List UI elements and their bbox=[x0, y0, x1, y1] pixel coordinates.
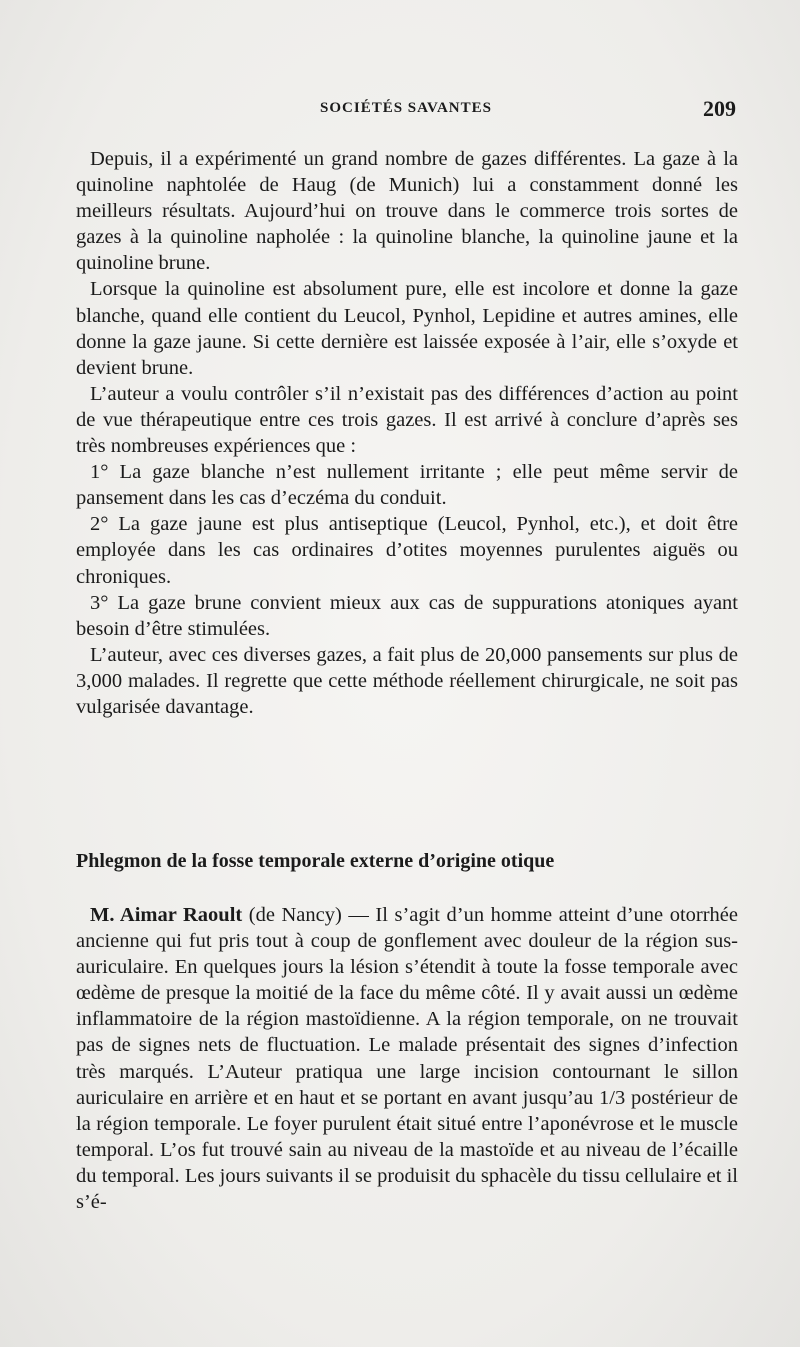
paragraph bbox=[76, 902, 738, 1215]
paragraph: 1° La gaze blanche n’est nullement irritante ; elle peut même servir de pansement dans les cas d’eczéma du conduit. bbox=[76, 461, 738, 510]
paragraph: Lorsque la quinoline est absolument pure, elle est incolore et donne la gaze blanche, quand elle contient du Leucol, Pynhol, Lepidine et autres amines, elle donne la gaze jaune. Si cette dernière est laissée exposée à l’air, elle s’oxyde et devient brune. bbox=[76, 278, 738, 379]
author-name: M. Aimar Raoult bbox=[90, 904, 243, 926]
paragraph: 2° La gaze jaune est plus antiseptique (Leucol, Pynhol, etc.), et doit être employée dans les cas ordinaires d’otites moyennes purulentes aiguës ou chroniques. bbox=[76, 513, 738, 588]
paragraph: L’auteur a voulu contrôler s’il n’existait pas des différences d’action au point de vue thérapeutique entre ces trois gazes. Il est arrivé à conclure d’après ses très nombreuses expériences que : bbox=[76, 382, 738, 458]
section-text: (de Nancy) — Il s’agit d’un homme atteint d’une otorrhée ancienne qui fut pris tout à coup de gonflement avec douleur de la région sus-auriculaire. En quelques jours la lésion s’étendit à toute la fosse temporale avec œdème de presque la moitié de la face du même côté. Il y avait aussi un œdème inflammatoire de la région mastoïdienne. A la région temporale, on ne trouvait pas de signes nets de fluctuation. Le malade présentait des signes d’infection très marqués. L’Auteur pratiqua une large incision contournant le sillon auriculaire en arrière et en haut et se portant en avant jusqu’au 1/3 postérieur de la région temporale. Le foyer purulent était situé entre l’aponévrose et le muscle temporal. L’os fut trouvé sain au niveau de la mastoïde et au niveau de l’écaille du temporal. Les jours suivants il se produisit du sphacèle du tissu cellulaire et il s’é- bbox=[76, 904, 738, 1214]
paragraph: Depuis, il a expérimenté un grand nombre de gazes différentes. La gaze à la quinoline naphtolée de Haug (de Munich) lui a constamment donné les meilleurs résultats. Aujourd’hui on trouve dans le commerce trois sortes de gazes à la quinoline napholée : la quinoline blanche, la quinoline jaune et la quinoline brune. bbox=[76, 148, 738, 275]
body-text bbox=[76, 146, 738, 720]
page-header bbox=[76, 96, 736, 130]
running-title: SOCIÉTÉS SAVANTES bbox=[320, 100, 492, 116]
section-heading: Phlegmon de la fosse temporale externe d’origine otique bbox=[76, 850, 555, 872]
paragraph: L’auteur, avec ces diverses gazes, a fait plus de 20,000 pansements sur plus de 3,000 malades. Il regrette que cette méthode réellement chirurgicale, ne soit pas vulgarisée davantage. bbox=[76, 643, 738, 718]
paragraph: 3° La gaze brune convient mieux aux cas de suppurations atoniques ayant besoin d’être stimulées. bbox=[76, 591, 738, 640]
section-body bbox=[76, 902, 738, 1215]
page-number: 209 bbox=[703, 96, 736, 121]
